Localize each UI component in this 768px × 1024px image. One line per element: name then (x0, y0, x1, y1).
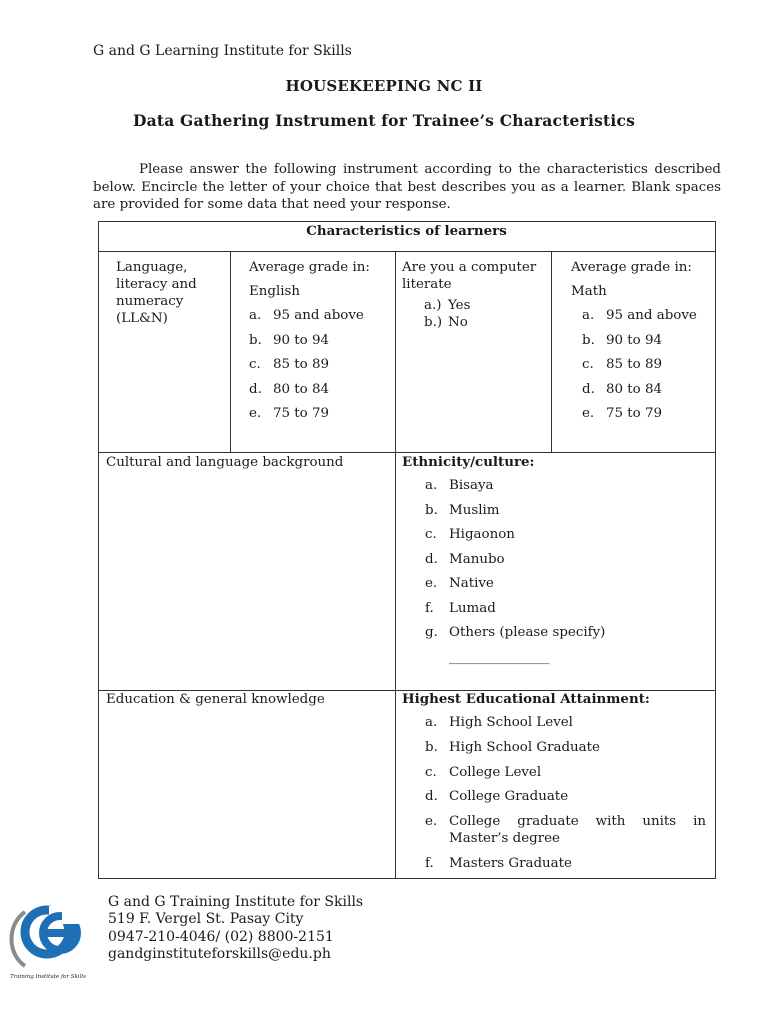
option-text: 85 to 89 (606, 357, 663, 372)
option-letter: a. (582, 308, 595, 323)
option-item (249, 356, 389, 373)
option-item (582, 332, 713, 349)
option-text: College Level (449, 764, 542, 780)
option-item (425, 600, 712, 617)
option-text: Higaonon (449, 527, 515, 542)
option-item (425, 526, 712, 543)
option-item (425, 714, 706, 731)
option-item (425, 551, 712, 568)
table-divider (98, 251, 715, 252)
instructions-paragraph: Please answer the following instrument according to the characteristics described below. Encircle the letter of your choice that best describes you as a learner. Blank spaces are provided for some data that need your response. (93, 162, 721, 212)
option-text: High School Graduate (449, 739, 600, 755)
option-letter: e. (582, 406, 595, 421)
option-text: No (448, 315, 468, 330)
document-subtitle: Data Gathering Instrument for Trainee’s Characteristics (132, 111, 636, 130)
option-item (425, 575, 712, 592)
option-item (425, 788, 706, 805)
option-item (425, 502, 712, 519)
education-cell (402, 691, 706, 880)
option-letter: c. (249, 357, 261, 372)
option-letter: e. (425, 814, 438, 830)
option-item (425, 764, 706, 781)
option-text: College graduate with units in Master’s degree (449, 814, 706, 847)
table-divider (395, 251, 396, 878)
option-letter: a. (425, 478, 438, 493)
footer-contact (108, 894, 363, 964)
option-item (249, 405, 389, 422)
option-text: Others (please specify) (449, 625, 606, 640)
option-text: Masters Graduate (449, 855, 572, 871)
option-letter: b. (582, 332, 595, 348)
computer-literacy-cell (402, 259, 547, 331)
llan-label: Language, literacy and numeracy (LL&N) (116, 260, 197, 326)
logo-caption: Training Institute for Skills (10, 974, 86, 980)
option-item (424, 314, 547, 331)
institute-logo (5, 896, 91, 982)
option-letter: f. (425, 855, 434, 871)
english-prompt: Average grade in: (249, 260, 370, 275)
option-text: 75 to 79 (606, 406, 663, 421)
table-divider (551, 251, 552, 452)
option-text: 90 to 94 (273, 332, 330, 348)
option-letter: f. (425, 600, 434, 616)
option-text: Native (449, 576, 494, 591)
math-subject: Math (571, 284, 607, 299)
math-options (582, 307, 713, 422)
option-item (425, 813, 706, 847)
option-item (582, 405, 713, 422)
option-item (249, 381, 389, 398)
option-item (249, 332, 389, 349)
option-text: Yes (448, 298, 471, 313)
option-text: 90 to 94 (606, 332, 663, 348)
education-label: Education & general knowledge (106, 692, 325, 707)
english-options (249, 307, 389, 422)
option-letter: a.) (424, 298, 442, 313)
option-text: Lumad (449, 600, 496, 616)
option-letter: c. (425, 527, 437, 542)
table-divider (230, 251, 231, 452)
option-letter: g. (425, 625, 438, 640)
option-text: Bisaya (449, 478, 494, 493)
option-item (582, 381, 713, 398)
option-text: 95 and above (273, 308, 364, 323)
option-item (425, 477, 712, 494)
others-blank-line: _______________ (449, 649, 550, 665)
option-letter: b.) (424, 315, 443, 330)
footer-name: G and G Training Institute for Skills (108, 894, 364, 910)
ethnicity-options (425, 477, 712, 641)
document-title: HOUSEKEEPING NC II (285, 77, 483, 95)
option-letter: b. (425, 502, 438, 518)
option-text: 95 and above (606, 308, 697, 323)
english-grade-cell (249, 259, 389, 430)
footer-address: 519 F. Vergel St. Pasay City (108, 911, 304, 928)
institute-name: G and G Learning Institute for Skills (93, 43, 352, 59)
english-subject: English (249, 284, 301, 299)
education-options (425, 714, 706, 872)
computer-prompt: Are you a computer literate (402, 260, 537, 292)
option-letter: c. (582, 357, 594, 372)
computer-options (424, 297, 547, 331)
option-item (582, 307, 713, 324)
option-item (425, 855, 706, 872)
option-item (425, 739, 706, 756)
option-text: College Graduate (449, 789, 569, 805)
option-text: Muslim (449, 502, 500, 518)
option-letter: d. (582, 381, 595, 397)
table-divider (98, 452, 715, 453)
option-letter: d. (425, 551, 438, 567)
option-item (582, 356, 713, 373)
option-letter: a. (425, 715, 438, 730)
option-item (249, 307, 389, 324)
ethnicity-heading: Ethnicity/culture: (402, 454, 535, 470)
option-item (424, 297, 547, 314)
option-letter: b. (425, 739, 438, 755)
option-text: High School Level (449, 715, 573, 730)
option-text: 85 to 89 (273, 357, 330, 372)
option-letter: d. (249, 381, 262, 397)
table-heading: Characteristics of learners (306, 223, 507, 239)
option-letter: b. (249, 332, 262, 348)
option-text: Manubo (449, 551, 505, 567)
option-text: 80 to 84 (606, 381, 663, 397)
ethnicity-cell (402, 454, 712, 666)
option-letter: d. (425, 789, 438, 805)
math-grade-cell (571, 259, 713, 430)
option-letter: a. (249, 308, 262, 323)
option-letter: c. (425, 764, 437, 780)
footer-phone: 0947-210-4046/ (02) 8800-2151 (108, 928, 334, 945)
option-text: 80 to 84 (273, 381, 330, 397)
cultural-background-label: Cultural and language background (106, 455, 344, 470)
option-letter: e. (425, 576, 438, 591)
math-prompt: Average grade in: (571, 260, 692, 275)
option-text: 75 to 79 (273, 406, 330, 421)
footer-email: gandginstituteforskills@edu.ph (108, 946, 331, 963)
education-heading: Highest Educational Attainment: (402, 691, 650, 707)
option-item (425, 624, 712, 641)
option-letter: e. (249, 406, 262, 421)
